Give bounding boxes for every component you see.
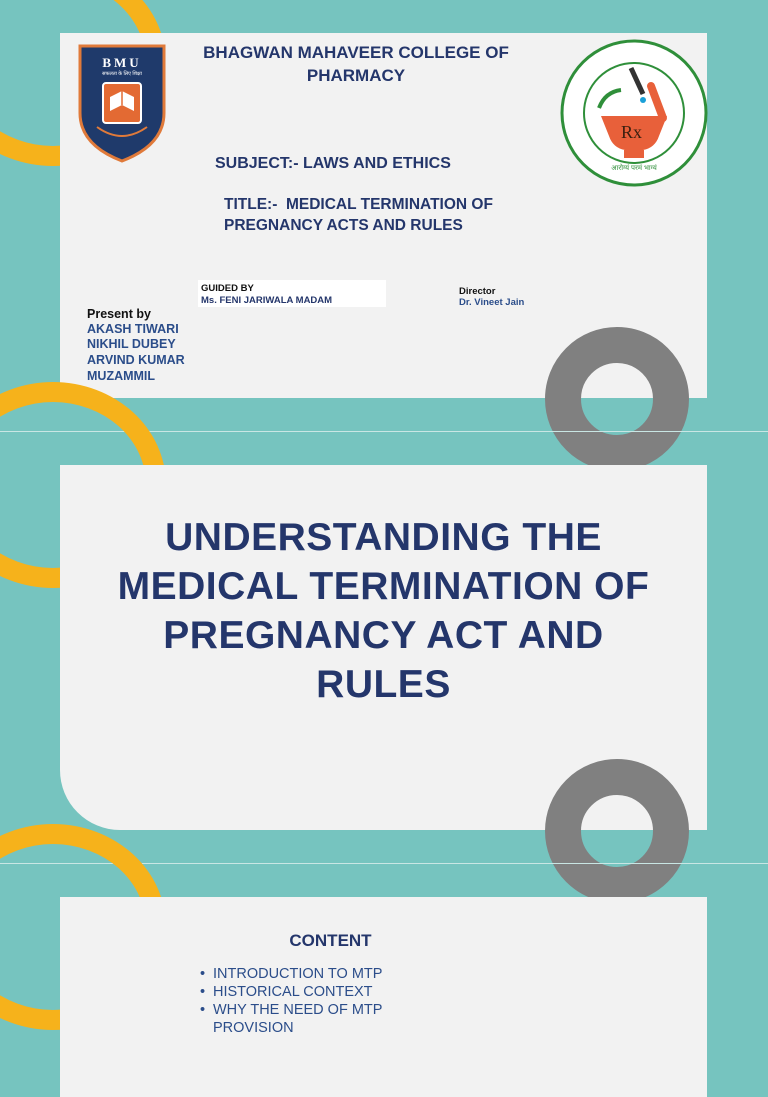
- bmu-logo: [77, 41, 167, 163]
- content-heading: CONTENT: [289, 931, 372, 950]
- subject-text: SUBJECT:- LAWS AND ETHICS: [215, 155, 451, 172]
- seal-motto: आरोग्यं परमं भाग्यं: [611, 165, 657, 172]
- bullet-icon: •: [200, 966, 206, 982]
- presenter-name: ARVIND KUMAR: [87, 353, 185, 367]
- slide-2: [0, 432, 768, 863]
- content-card: [60, 897, 707, 1097]
- bmu-tagline: सफलता के लिए शिक्षा: [102, 71, 142, 77]
- guided-by-box: [198, 280, 386, 307]
- present-by-label: Present by: [87, 307, 151, 321]
- director-name: Dr. Vineet Jain: [459, 297, 525, 308]
- bmu-initials: BMU: [102, 55, 142, 70]
- list-item-label: PROVISION: [213, 1020, 294, 1036]
- slide-3: [0, 864, 768, 1036]
- director-label: Director: [459, 286, 496, 297]
- seal-rx-text: Rx: [621, 122, 643, 142]
- main-title-line: RULES: [316, 663, 451, 706]
- presenter-name: NIKHIL DUBEY: [87, 337, 176, 351]
- list-item-label: INTRODUCTION TO MTP: [213, 966, 383, 982]
- title-card: [60, 465, 707, 830]
- title-card: [60, 33, 707, 398]
- presentation-title: [224, 194, 554, 236]
- presenter-name: MUZAMMIL: [87, 369, 156, 383]
- slide-1: [0, 0, 768, 431]
- list-item: [200, 1001, 382, 1019]
- list-item: [200, 965, 382, 983]
- guided-by-label: GUIDED BY: [201, 283, 254, 294]
- content-list: [200, 965, 382, 1037]
- title-line-1: TITLE:- MEDICAL TERMINATION OF: [224, 196, 493, 213]
- main-title-line: MEDICAL TERMINATION OF: [117, 565, 650, 608]
- title-line-2: PREGNANCY ACTS AND RULES: [224, 217, 463, 234]
- list-item-label: WHY THE NEED OF MTP: [213, 1002, 383, 1018]
- presenter-name: AKASH TIWARI: [87, 322, 179, 336]
- college-seal-logo: [559, 38, 709, 188]
- main-title-line: PREGNANCY ACT AND: [163, 614, 604, 657]
- main-title: [78, 513, 689, 709]
- main-title-line: UNDERSTANDING THE: [165, 516, 602, 559]
- list-item: [200, 983, 382, 1001]
- bullet-icon: •: [200, 1002, 206, 1018]
- guide-name: Ms. FENI JARIWALA MADAM: [201, 295, 333, 306]
- bullet-icon: •: [200, 984, 206, 1000]
- list-item-label: HISTORICAL CONTEXT: [213, 984, 373, 1000]
- list-item: [200, 1019, 382, 1037]
- college-title: BHAGWAN MAHAVEER COLLEGE OF PHARMACY: [203, 43, 509, 85]
